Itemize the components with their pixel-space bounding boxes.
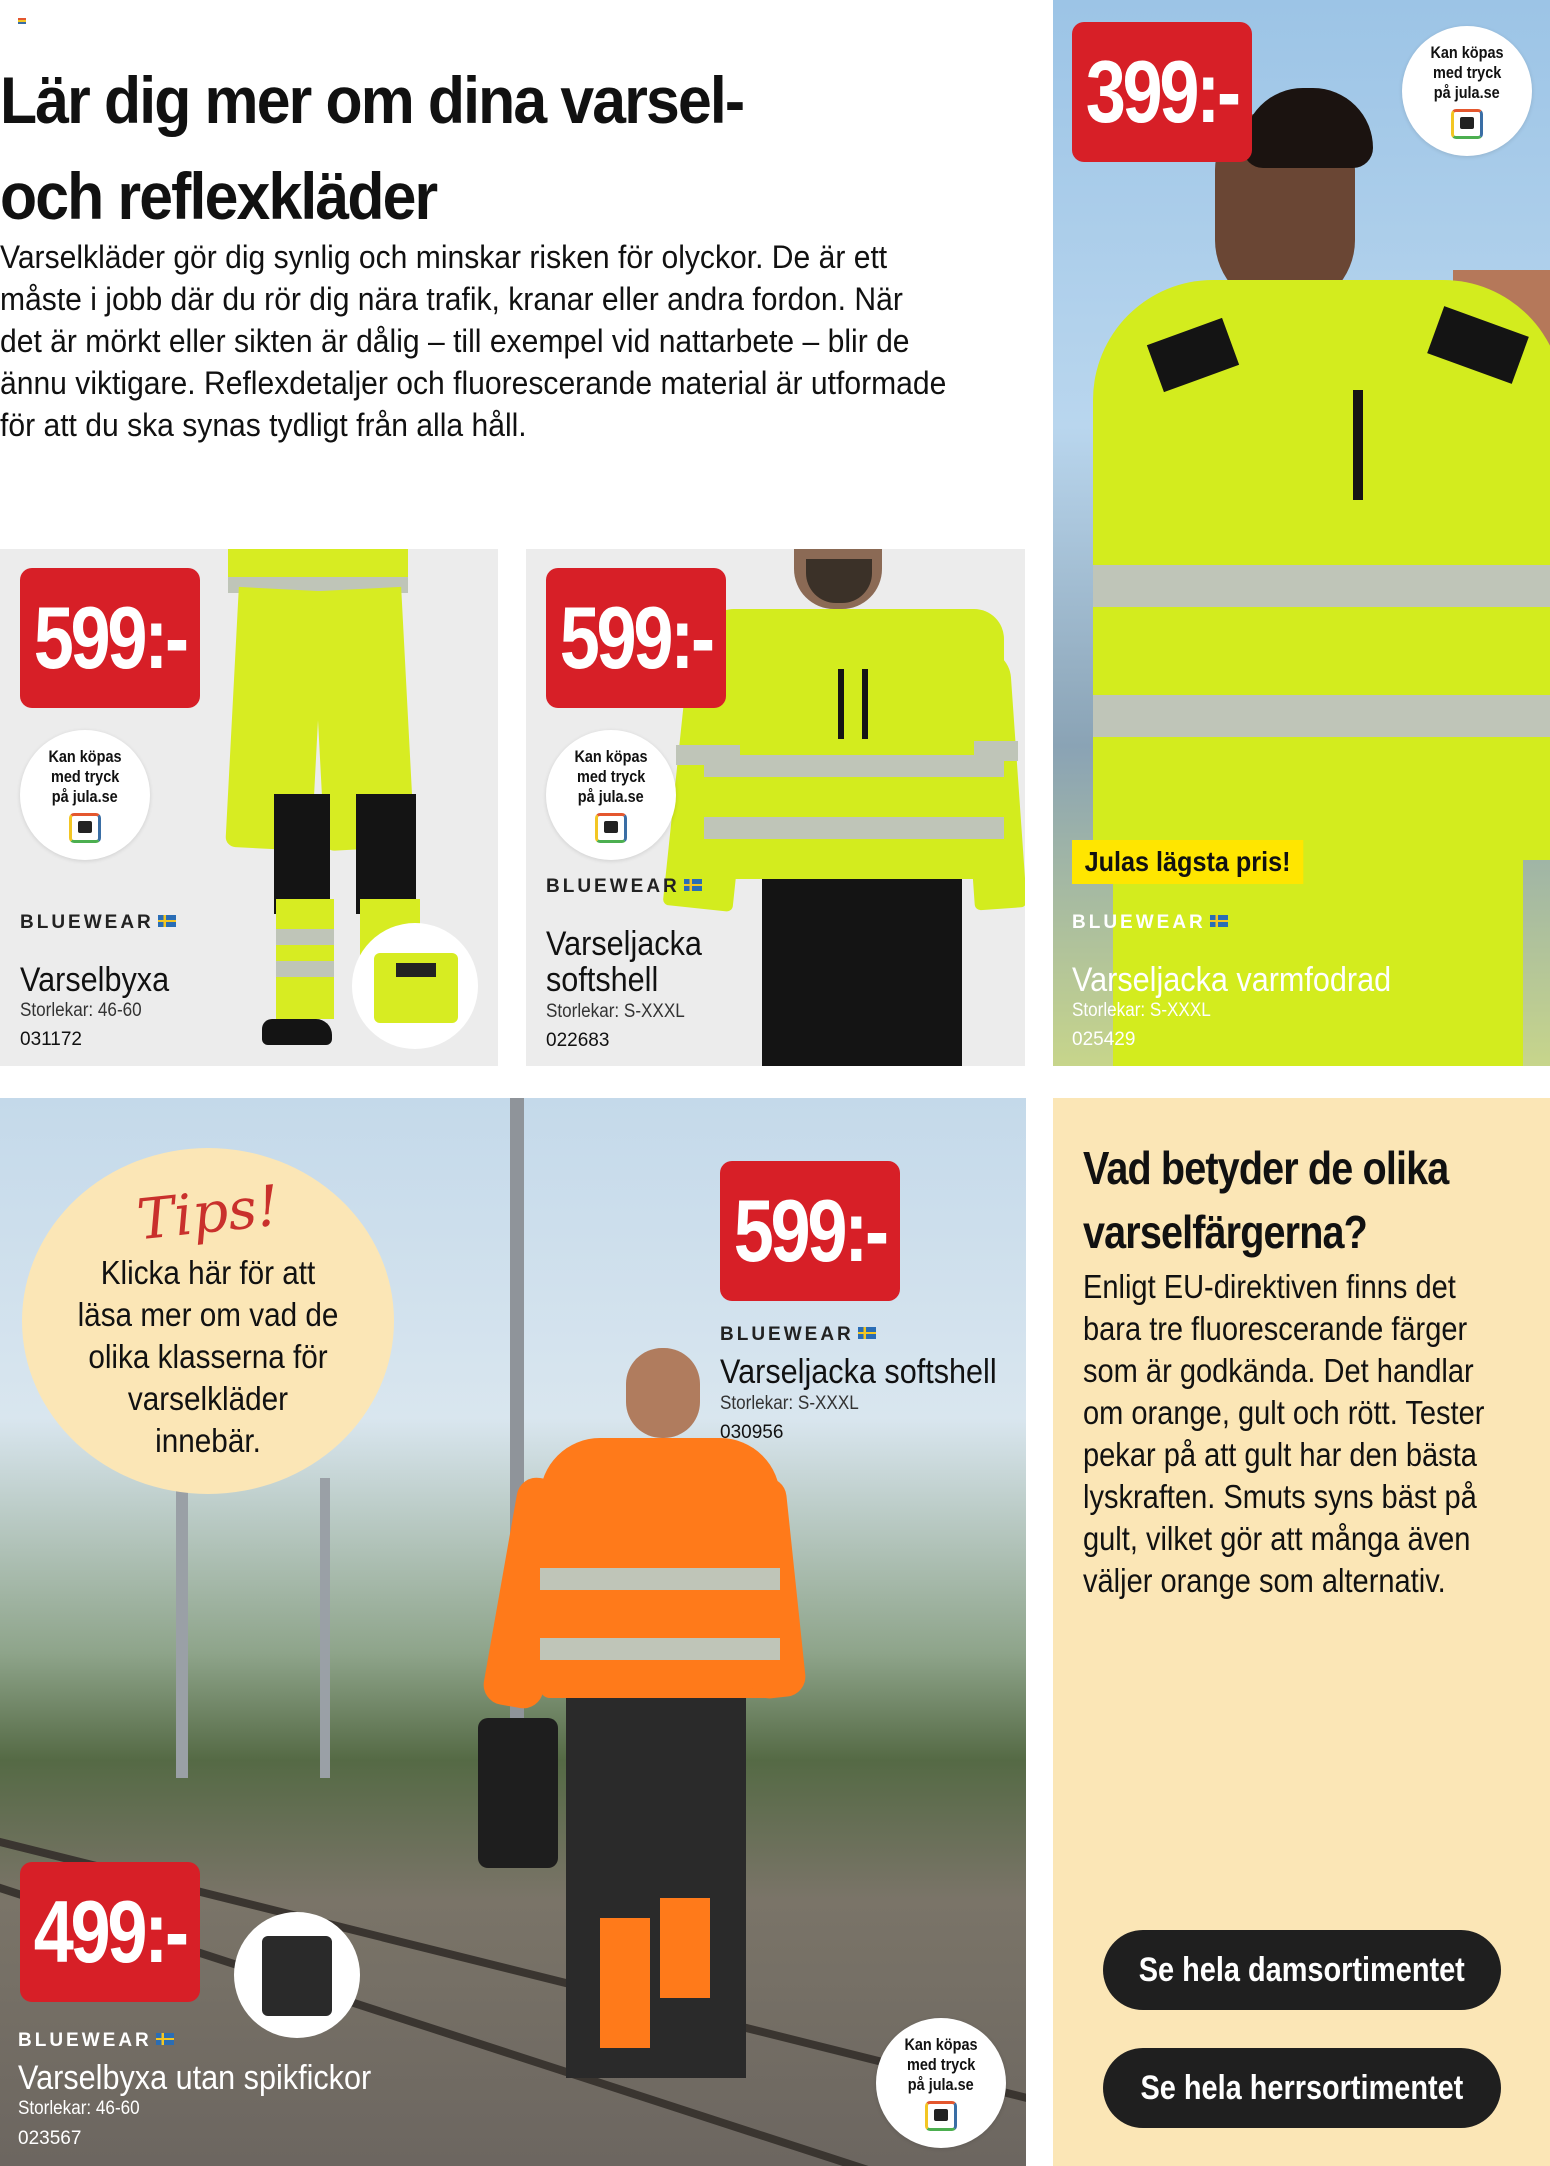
worker-pants-orange — [600, 1918, 650, 2048]
info-box — [1053, 1098, 1550, 2166]
print-icon — [69, 813, 101, 843]
swedish-flag-icon — [858, 1327, 876, 1339]
page-title — [0, 52, 938, 244]
flag-mark — [18, 18, 26, 24]
print-icon — [925, 2101, 957, 2131]
overhead-wire-pole — [320, 1478, 330, 1778]
price-tag: 399:- — [1072, 22, 1252, 162]
brand-logo: BLUEWEAR — [720, 1324, 876, 1346]
product-code: 023567 — [18, 2128, 82, 2149]
product-name: Varseljacka softshell — [546, 925, 702, 999]
print-option-bubble[interactable]: Kan köpas med tryck på jula.se — [20, 730, 150, 860]
page-title-line-2: och reflexkläder — [0, 159, 437, 233]
swedish-flag-icon — [156, 2033, 174, 2045]
price-tag: 499:- — [20, 1862, 200, 2002]
pants-detail-thumbnail — [352, 923, 478, 1049]
info-text: Enligt EU-direktiven finns det bara tre fluorescerande färger som är godkända. Det handlar om orange, gult och rött. Tester pekar på att gult har den bästa lyskraften. Smuts syns bäst på gult, vilket gör att många även väljer orange som alternativ. — [1083, 1268, 1485, 1599]
brand-logo: BLUEWEAR — [18, 2030, 174, 2052]
brand-logo: BLUEWEAR — [546, 876, 702, 898]
worker-head — [626, 1348, 700, 1438]
women-range-button[interactable]: Se hela damsortimentet — [1103, 1930, 1501, 2010]
lowest-price-badge: Julas lägsta pris! — [1072, 840, 1303, 884]
product-name: Varselbyxa utan spikfickor — [18, 2059, 372, 2097]
print-icon — [595, 813, 627, 843]
product-code: 031172 — [20, 1029, 82, 1050]
intro-text: Varselkläder gör dig synlig och minskar risken för olyckor. De är ett måste i jobb där du rör dig nära trafik, kranar eller andra fordon. När det är mörkt eller sikten är dålig – till exempel vid nattarbete – blir de ännu viktigare. Reflexdetaljer och fluorescerande material är utformade för att du ska synas tydligt från alla håll. — [0, 239, 947, 443]
price-tag: 599:- — [546, 568, 726, 708]
tips-link[interactable] — [22, 1148, 394, 1494]
overhead-wire-pole — [176, 1458, 188, 1778]
product-sizes: Storlekar: S-XXXL — [720, 1393, 859, 1414]
product-code: 025429 — [1072, 1029, 1136, 1050]
product-name: Varseljacka softshell — [720, 1353, 997, 1391]
product-code: 022683 — [546, 1030, 610, 1051]
swedish-flag-icon — [1210, 915, 1228, 927]
product-sizes: Storlekar: 46-60 — [20, 1000, 142, 1021]
tips-title: Tips! — [133, 1173, 283, 1253]
swedish-flag-icon — [684, 879, 702, 891]
tips-text: Klicka här för att läsa mer om vad de olika klasserna för varselkläder innebär. — [77, 1253, 339, 1459]
print-option-bubble[interactable]: Kan köpas med tryck på jula.se — [1402, 26, 1532, 156]
print-icon — [1451, 109, 1483, 139]
brand-logo: BLUEWEAR — [1072, 912, 1228, 934]
product-code: 030956 — [720, 1422, 784, 1443]
info-title: Vad betyder de olika varselfärgerna? — [1083, 1142, 1449, 1258]
men-range-button[interactable]: Se hela herrsortimentet — [1103, 2048, 1501, 2128]
product-sizes: Storlekar: S-XXXL — [1072, 1000, 1211, 1021]
product-name: Varselbyxa — [20, 961, 170, 999]
print-option-bubble[interactable]: Kan köpas med tryck på jula.se — [546, 730, 676, 860]
price-tag: 599:- — [720, 1161, 900, 1301]
product-name: Varseljacka varmfodrad — [1072, 961, 1392, 999]
worker-pants-orange — [660, 1898, 710, 1998]
price-tag: 599:- — [20, 568, 200, 708]
worker-pants — [566, 1698, 746, 2078]
hair — [1243, 88, 1373, 168]
print-option-bubble[interactable]: Kan köpas med tryck på jula.se — [876, 2018, 1006, 2148]
page-title-line-1: Lär dig mer om dina varsel- — [0, 63, 744, 137]
swedish-flag-icon — [158, 915, 176, 927]
product-sizes: Storlekar: 46-60 — [18, 2098, 140, 2119]
brand-logo: BLUEWEAR — [20, 912, 176, 934]
product-sizes: Storlekar: S-XXXL — [546, 1001, 685, 1022]
shorts-detail-thumbnail — [234, 1912, 360, 2038]
tool-case — [478, 1718, 558, 1868]
